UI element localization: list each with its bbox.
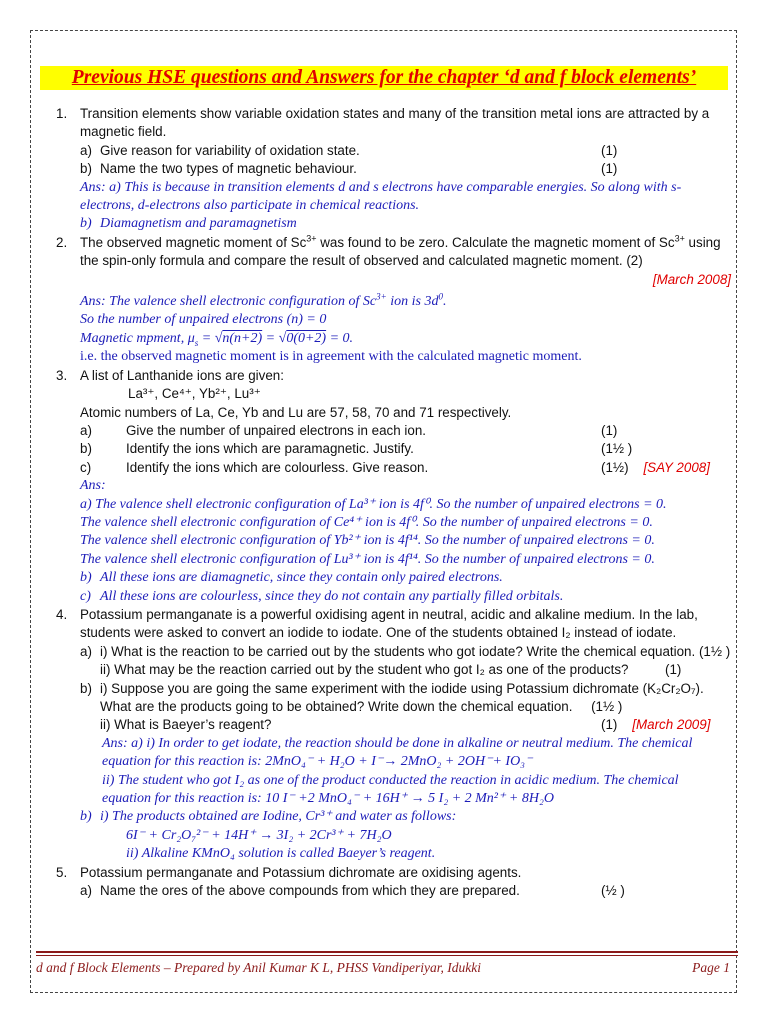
exam-reference: [March 2008] xyxy=(652,271,731,287)
answer-line: The valence shell electronic configuration of Ce⁴⁺ ion is 4f⁰. So the number of unpaired electrons = 0. xyxy=(80,514,653,530)
answer-line: Ans: The valence shell electronic configuration of $Sc^{3+}$ ion is $3d^0$. xyxy=(80,291,447,310)
exam-reference: [March 2009] xyxy=(632,717,711,733)
answer-line: i.e. the observed magnetic moment is in agreement with the calculated magnetic moment. xyxy=(80,349,582,365)
sub-text: Name the ores of the above compounds from which they are prepared. xyxy=(100,883,520,899)
atomic-numbers: Atomic numbers of La, Ce, Yb and Lu are 57, 58, 70 and 71 respectively. xyxy=(80,404,512,420)
question-number: 5. xyxy=(56,864,68,880)
footer-credit: d and f Block Elements – Prepared by Anil Kumar K L, PHSS Vandiperiyar, Idukki xyxy=(36,960,481,975)
question-1 xyxy=(56,105,731,234)
ion-list: La³⁺, Ce⁴⁺, Yb²⁺, Lu³⁺ xyxy=(128,386,261,402)
sub-label: a) xyxy=(80,883,92,899)
sub-question-a xyxy=(80,422,731,440)
sub-question-b xyxy=(80,160,731,178)
sub-text: i) Suppose you are going the same experiment with the iodide using Potassium dichromate (K₂Cr₂O₇). What are the products going to be obtained? Write down the chemical equation. xyxy=(100,680,704,714)
sub-label: a) xyxy=(80,142,92,158)
question-number: 4. xyxy=(56,606,68,622)
answer-line: ii) Alkaline KMnO₄ solution is called Baeyer’s reagent. xyxy=(126,846,436,862)
question-2 xyxy=(56,234,731,367)
sub-text: Identify the ions which are colourless. Give reason. xyxy=(126,459,429,475)
question-4 xyxy=(56,606,731,864)
answer-label: b) xyxy=(80,809,92,825)
answer-line: So the number of unpaired electrons (n) = 0 xyxy=(80,312,327,328)
sub-text: i) What is the reaction to be carried out by the students who got iodate? Write the chemical equation. (1½ ) xyxy=(100,643,731,659)
sub-text: Name the two types of magnetic behaviour. xyxy=(100,161,357,177)
question-3 xyxy=(56,367,731,606)
answer-b xyxy=(80,215,731,233)
question-text: The observed magnetic moment of $Sc^{3+}$ was found to be zero. Calculate the magnetic moment of $Sc^{3+}$ using the spin-only formula and compare the result of observed and calculated magnetic moment. (2) xyxy=(80,233,721,269)
sub-label: b) xyxy=(80,680,92,696)
sub-label: b) xyxy=(80,441,92,457)
question-text: Potassium permanganate and Potassium dichromate are oxidising agents. xyxy=(80,864,522,880)
answer-c xyxy=(80,588,731,606)
questions-content xyxy=(56,105,731,900)
question-text: A list of Lanthanide ions are given: xyxy=(80,367,284,383)
sub-text: ii) What may be the reaction carried out by the student who got I₂ as one of the products? xyxy=(100,662,629,678)
answer-line: The valence shell electronic configuration of Yb²⁺ ion is 4f¹⁴. So the number of unpaired electrons = 0. xyxy=(80,533,655,549)
answer-b xyxy=(80,569,731,587)
sub-question-a xyxy=(80,643,731,680)
answer-b xyxy=(80,808,731,826)
sub-label: a) xyxy=(80,422,92,438)
marks: (1½ ) xyxy=(601,441,633,457)
answer-label: b) xyxy=(80,216,92,232)
question-number: 2. xyxy=(56,234,68,250)
answer-heading: Ans: xyxy=(80,478,106,494)
question-number: 1. xyxy=(56,106,68,121)
sub-text: ii) What is Baeyer’s reagent? xyxy=(100,717,272,733)
marks: (1½ ) xyxy=(591,699,623,714)
sub-text: Identify the ions which are paramagnetic. Justify. xyxy=(126,441,414,457)
answer-line: ii) The student who got I₂ as one of the product conducted the reaction in acidic medium. The chemical equation for this reaction is: 10 I⁻ +2 MnO₄⁻ + 16H⁺ → 5 I₂ + 2 Mn²⁺ + 8H₂O xyxy=(102,772,679,807)
sub-question-a xyxy=(80,882,731,900)
footer-rule xyxy=(36,951,738,953)
question-text: Transition elements show variable oxidation states and many of the transition metal ions are attracted by a magnetic field. xyxy=(80,106,710,140)
answer-text: Diamagnetism and paramagnetism xyxy=(100,216,297,232)
sub-question-c xyxy=(80,459,731,477)
sub-question-b xyxy=(80,440,731,458)
page-title: Previous HSE questions and Answers for the chapter ‘d and f block elements’ xyxy=(40,66,728,90)
answer-equation: 6I⁻ + Cr₂O₇²⁻ + 14H⁺ → 3I₂ + 2Cr³⁺ + 7H₂O xyxy=(126,827,392,843)
page-number: Page 1 xyxy=(692,960,730,975)
answer-a: Ans: a) This is because in transition elements d and s electrons have comparable energies. So along with s-electrons, d-electrons also participate in chemical reactions. xyxy=(80,179,682,214)
marks: (1) xyxy=(601,161,618,177)
exam-reference: [SAY 2008] xyxy=(643,459,710,475)
sub-label: c) xyxy=(80,459,92,475)
sub-question-b xyxy=(80,680,731,735)
answer-text: All these ions are diamagnetic, since they contain only paired electrons. xyxy=(100,570,503,586)
marks: (1) xyxy=(601,422,618,438)
sub-question-a xyxy=(80,142,731,160)
footer-rule xyxy=(36,955,738,956)
marks: (1½) xyxy=(601,459,629,475)
answer-label: c) xyxy=(80,588,91,604)
answer-label: b) xyxy=(80,570,92,586)
answer-line: The valence shell electronic configuration of Lu³⁺ ion is 4f¹⁴. So the number of unpaired electrons = 0. xyxy=(80,551,655,567)
answer-line: Magnetic mpment, $\mu_s = √n(n+2) = √0(0+2) = 0$. xyxy=(80,330,354,348)
marks: (1) xyxy=(665,662,682,678)
marks: (1) xyxy=(601,717,618,733)
marks: (½ ) xyxy=(601,883,625,899)
sub-text: Give reason for variability of oxidation state. xyxy=(100,142,360,158)
answer-line: Ans: a) i) In order to get iodate, the reaction should be done in alkaline or neutral medium. The chemical equation for this reaction is: 2MnO₄⁻ + H₂O + I⁻→ 2MnO₂ + 2OH⁻+ IO₃⁻ xyxy=(102,735,693,770)
answer-line: a) The valence shell electronic configuration of La³⁺ ion is 4f⁰. So the number of unpaired electrons = 0. xyxy=(80,496,667,512)
sub-label: a) xyxy=(80,643,92,659)
sub-text: Give the number of unpaired electrons in each ion. xyxy=(126,422,426,438)
sub-label: b) xyxy=(80,161,92,177)
question-5 xyxy=(56,864,731,901)
answer-text: i) The products obtained are Iodine, Cr³⁺ and water as follows: xyxy=(100,809,457,825)
answer-text: All these ions are colourless, since they do not contain any partially filled orbitals. xyxy=(100,588,564,604)
question-text: Potassium permanganate is a powerful oxidising agent in neutral, acidic and alkaline medium. In the lab, students were asked to convert an iodide to iodate. One of the students obtained I₂ instead of iodate. xyxy=(80,606,698,641)
marks: (1) xyxy=(601,142,618,158)
question-number: 3. xyxy=(56,367,68,383)
